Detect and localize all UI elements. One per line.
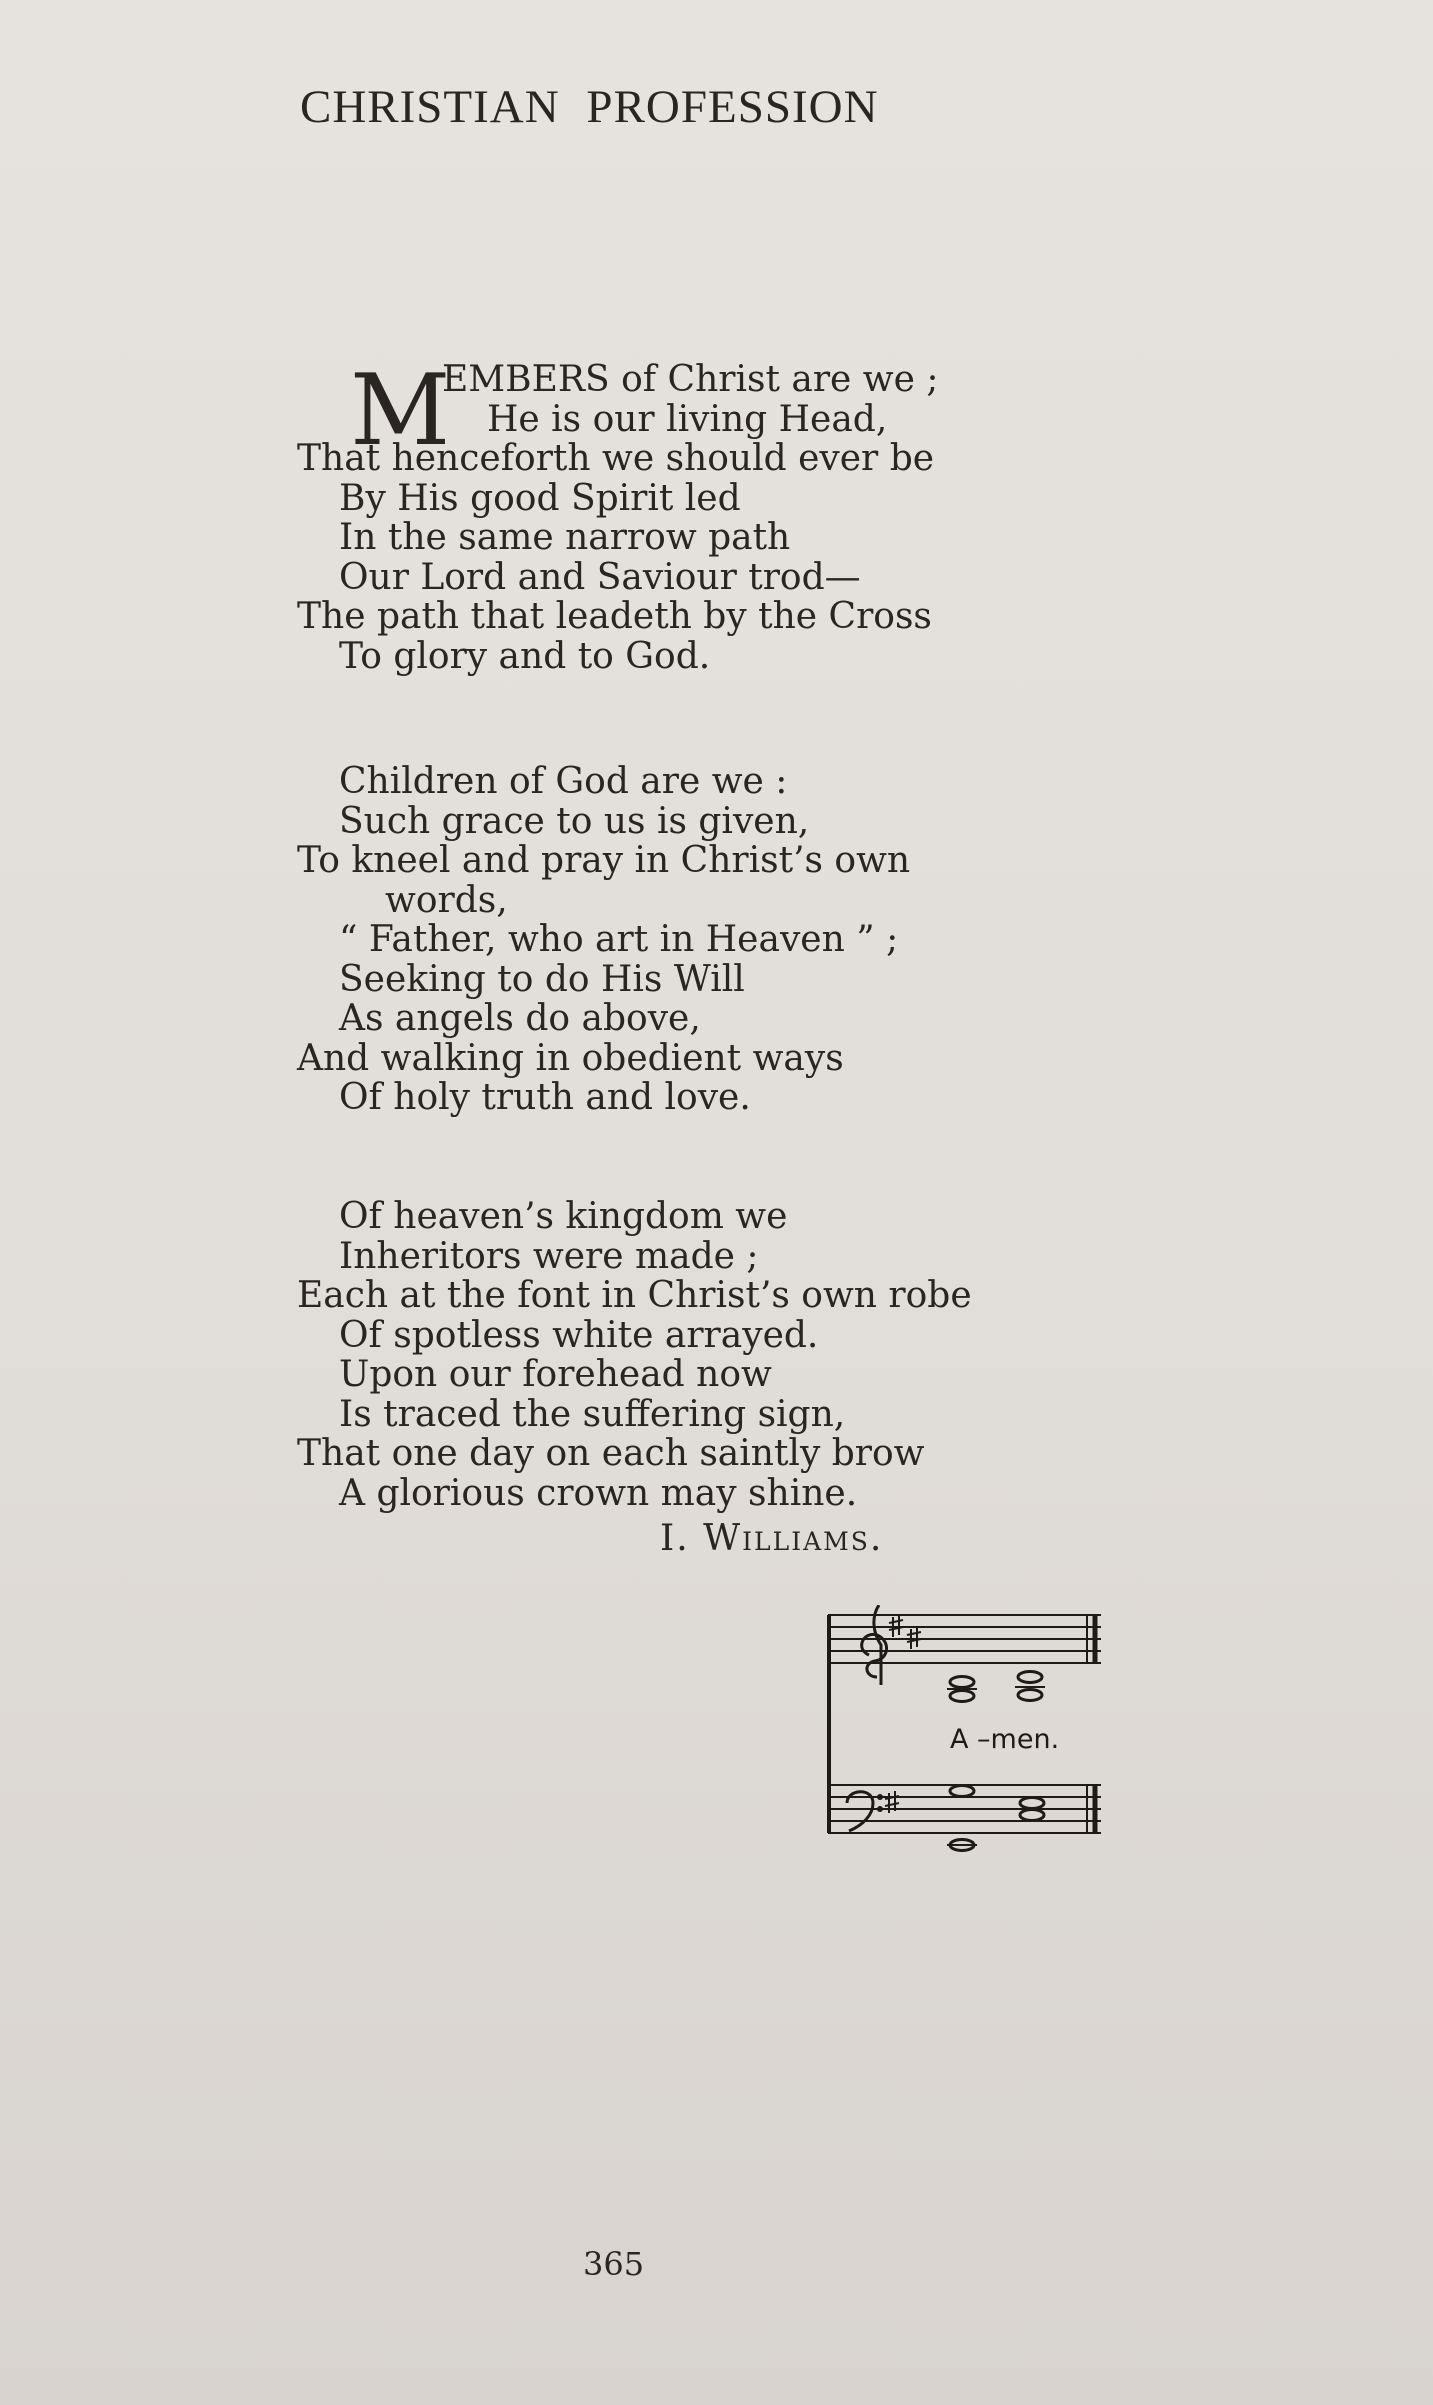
verse-line: Seeking to do His Will (339, 958, 745, 1000)
verse-line: EMBERS of Christ are we ; (442, 359, 939, 400)
verse-2 (297, 762, 977, 1118)
page-header: CHRISTIAN PROFESSION (300, 81, 879, 133)
verse-line: “ Father, who art in Heaven ” ; (339, 919, 899, 960)
verse-line: And walking in obedient ways (297, 1037, 844, 1079)
verse-line: To glory and to God. (339, 635, 711, 677)
page-number: 365 (583, 2245, 645, 2283)
amen-lyric: A –men. (950, 1724, 1060, 1755)
verse-line: Of holy truth and love. (339, 1077, 751, 1118)
drop-cap: M (350, 354, 451, 468)
verse-line: In the same narrow path (339, 517, 791, 558)
verse-line: That henceforth we should ever be (297, 438, 935, 479)
verse-line: Of spotless white arrayed. (339, 1314, 819, 1356)
verse-line: As angels do above, (339, 998, 701, 1039)
verse-1 (297, 354, 977, 677)
verse-line: That one day on each saintly brow (297, 1433, 925, 1474)
verse-line: Upon our forehead now (339, 1354, 772, 1395)
verse-line: He is our living Head, (487, 398, 888, 440)
verse-line: To kneel and pray in Christ’s own (297, 840, 911, 881)
verse-line: The path that leadeth by the Cross (297, 596, 932, 637)
verse-line: Children of God are we : (339, 761, 788, 802)
verse-line: By His good Spirit led (339, 477, 741, 519)
author-attribution: I. Williams. (660, 1518, 884, 1559)
verse-line: Of heaven’s kingdom we (339, 1196, 788, 1237)
verse-line: Our Lord and Saviour trod— (339, 556, 861, 598)
verse-3 (297, 1197, 977, 1513)
verse-line: Such grace to us is given, (339, 800, 810, 842)
verse-line: words, (385, 879, 508, 921)
verse-line: A glorious crown may shine. (339, 1472, 858, 1514)
verse-line: Each at the font in Christ’s own robe (297, 1275, 972, 1316)
verse-line: Is traced the suffering sign, (339, 1393, 846, 1435)
verse-line: Inheritors were made ; (339, 1235, 759, 1277)
